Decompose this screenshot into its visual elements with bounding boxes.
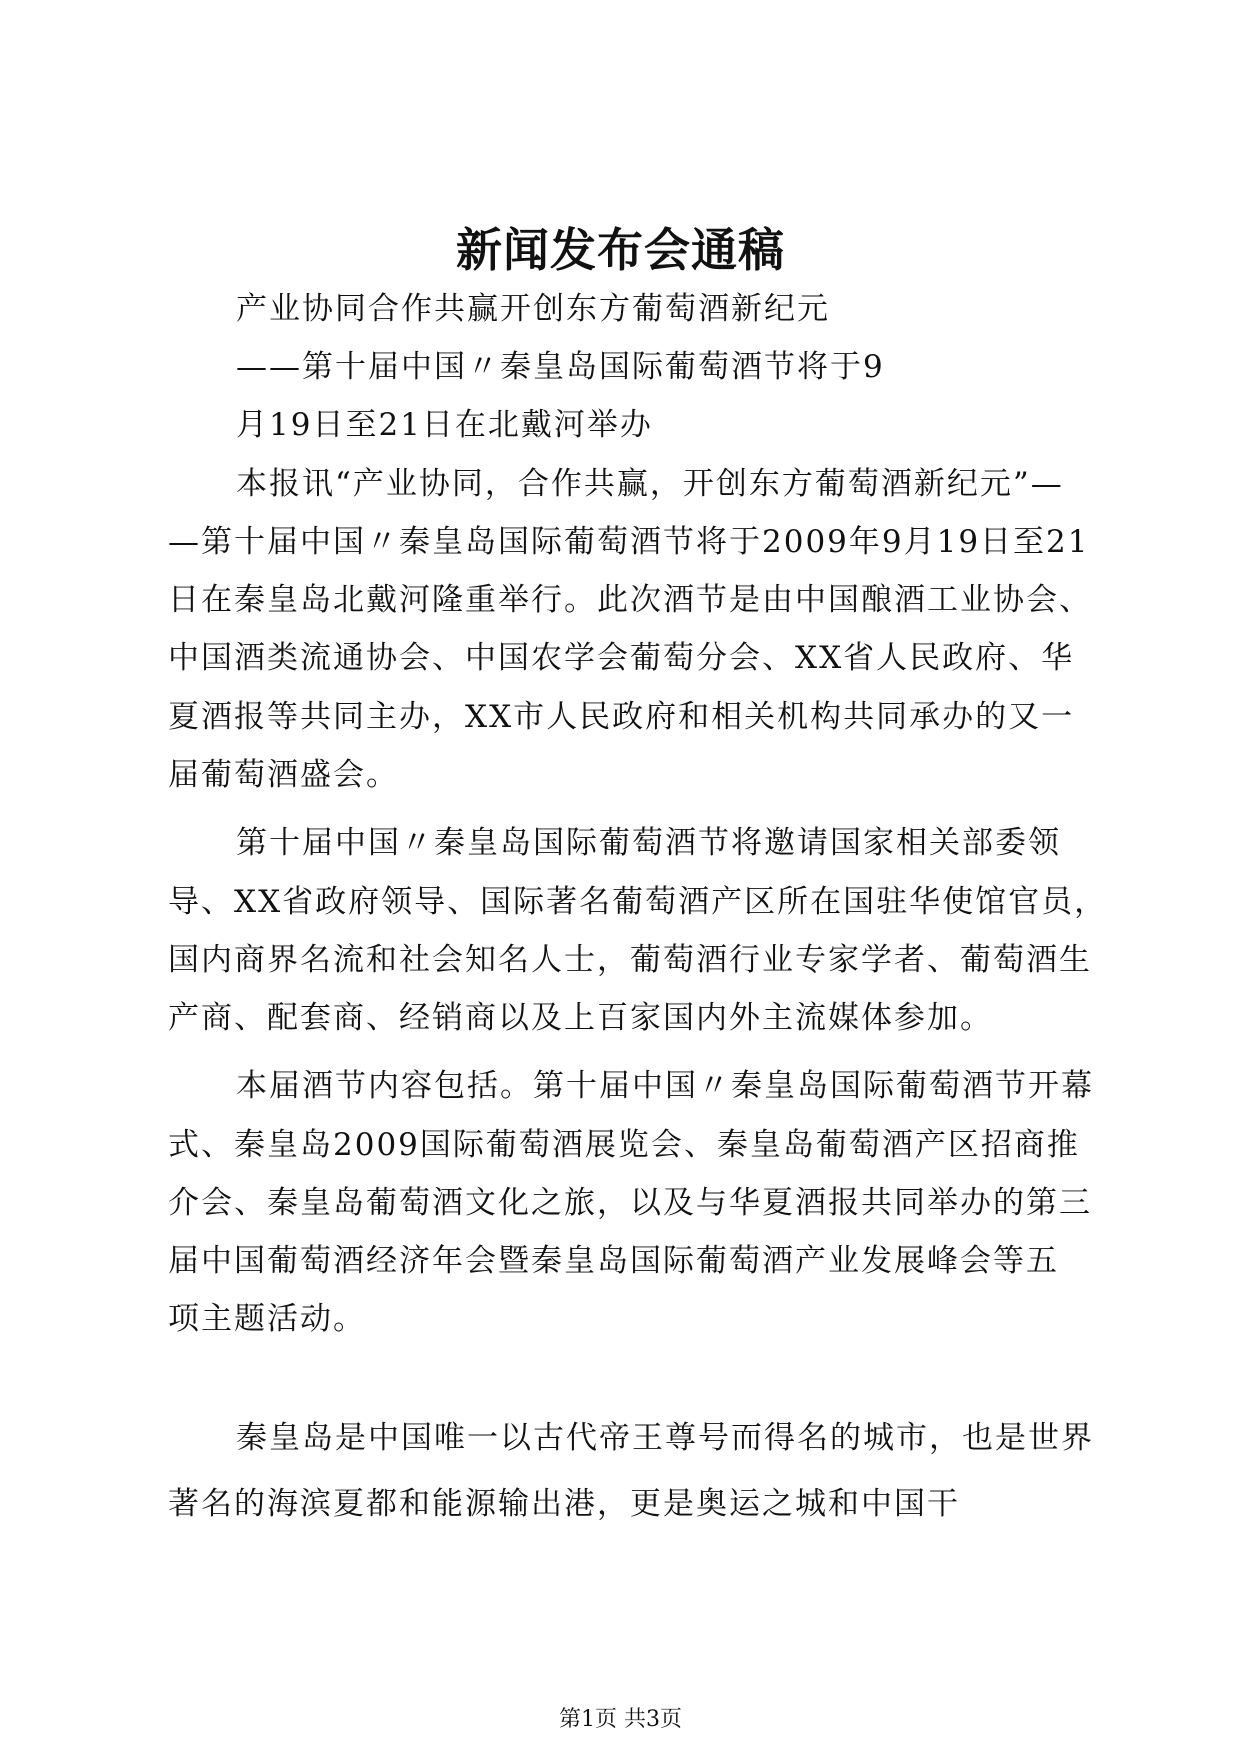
body-line: —第十届中国〃秦皇岛国际葡萄酒节将于2009年9月19日至21 — [168, 524, 1090, 560]
body-line: 中国酒类流通协会、中国农学会葡萄分会、XX省人民政府、华 — [168, 640, 1075, 676]
body-line: ——第十届中国〃秦皇岛国际葡萄酒节将于9 — [236, 349, 885, 385]
body-line: 项主题活动。 — [168, 1301, 366, 1337]
body-line: 届葡萄酒盛会。 — [168, 757, 399, 793]
body-line: 夏酒报等共同主办，XX市人民政府和相关机构共同承办的又一 — [168, 699, 1075, 735]
body-line: 届中国葡萄酒经济年会暨秦皇岛国际葡萄酒产业发展峰会等五 — [168, 1243, 1059, 1279]
body-line: 日在秦皇岛北戴河隆重举行。此次酒节是由中国酿酒工业协会、 — [168, 582, 1092, 618]
body-line: 月19日至21日在北戴河举办 — [236, 407, 653, 443]
body-line: 介会、秦皇岛葡萄酒文化之旅，以及与华夏酒报共同举办的第三 — [168, 1185, 1092, 1221]
body-line: 产商、配套商、经销商以及上百家国内外主流媒体参加。 — [168, 1000, 993, 1036]
body-line: 秦皇岛是中国唯一以古代帝王尊号而得名的城市，也是世界 — [236, 1420, 1094, 1456]
body-line: 产业协同合作共赢开创东方葡萄酒新纪元 — [236, 291, 830, 327]
body-line: 第十届中国〃秦皇岛国际葡萄酒节将邀请国家相关部委领 — [236, 825, 1061, 861]
body-line: 导、XX省政府领导、国际著名葡萄酒产区所在国驻华使馆官员， — [168, 884, 1108, 920]
document-title: 新闻发布会通稿 — [456, 223, 785, 277]
body-line: 本报讯“产业协同，合作共赢，开创东方葡萄酒新纪元”— — [236, 466, 1064, 502]
body-line: 式、秦皇岛2009国际葡萄酒展览会、秦皇岛葡萄酒产区招商推 — [168, 1127, 1080, 1163]
body-line: 著名的海滨夏都和能源输出港，更是奥运之城和中国干 — [168, 1486, 960, 1522]
page-number: 第1页 共3页 — [559, 1707, 682, 1732]
body-line: 国内商界名流和社会知名人士，葡萄酒行业专家学者、葡萄酒生 — [168, 942, 1092, 978]
body-line: 本届酒节内容包括。第十届中国〃秦皇岛国际葡萄酒节开幕 — [236, 1068, 1094, 1104]
